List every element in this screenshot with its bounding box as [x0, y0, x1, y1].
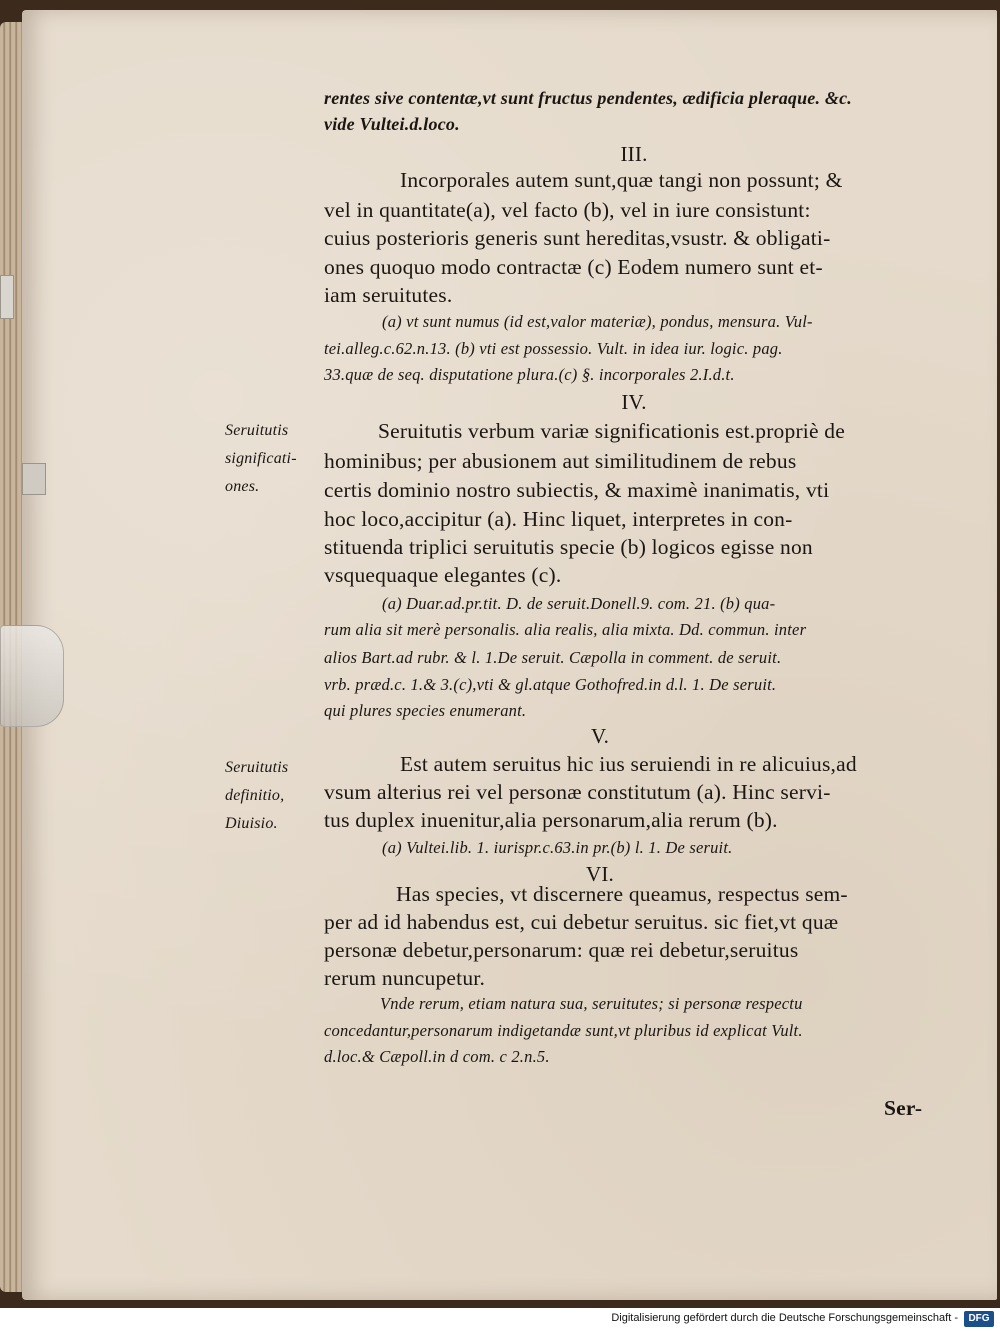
margin-note: Seruitutis [225, 759, 289, 776]
section-numeral: III. [620, 142, 648, 166]
footnote-line: 33.quæ de seq. disputatione plura.(c) §. incorporales 2.I.d.t. [324, 365, 735, 384]
footer-bar [0, 1308, 1000, 1331]
paragraph-line: vsum alterius rei vel personæ constitutum (a). Hinc servi- [324, 780, 831, 804]
margin-note: Seruitutis [225, 422, 289, 439]
margin-note: definitio, [225, 787, 285, 804]
margin-note: Diuisio. [225, 815, 278, 832]
footnote-line: qui plures species enumerant. [324, 701, 527, 720]
footnote-line: (a) Vultei.lib. 1. iurispr.c.63.in pr.(b) l. 1. De seruit. [382, 838, 733, 857]
footnote-line: (a) vt sunt numus (id est,valor materiæ), pondus, mensura. Vul- [382, 312, 813, 331]
footnote-line: tei.alleg.c.62.n.13. (b) vti est possessio. Vult. in idea iur. logic. pag. [324, 339, 783, 358]
top-line: rentes sive contentæ,vt sunt fructus pendentes, ædificia pleraque. &c. [324, 88, 852, 108]
funding-notice: Digitalisierung gefördert durch die Deutsche Forschungsgemeinschaft - [611, 1312, 958, 1324]
footnote-line: (a) Duar.ad.pr.tit. D. de seruit.Donell.9. com. 21. (b) qua- [382, 594, 776, 613]
footnote-line: concedantur,personarum indigetandæ sunt,vt pluribus id explicat Vult. [324, 1021, 803, 1040]
paragraph-line: cuius posterioris generis sunt hereditas,vsustr. & obligati- [324, 226, 831, 250]
footnote-line: alios Bart.ad rubr. & l. 1.De seruit. Cæpolla in comment. de seruit. [324, 648, 782, 667]
paragraph-line: Has species, vt discernere queamus, respectus sem- [396, 882, 848, 906]
paragraph-line: hoc loco,accipitur (a). Hinc liquet, interpretes in con- [324, 507, 793, 531]
bookmark-tab [22, 463, 46, 495]
top-line: vide Vultei.d.loco. [324, 114, 460, 134]
footnote-line: vrb. præd.c. 1.& 3.(c),vti & gl.atque Gothofred.in d.l. 1. De seruit. [324, 675, 777, 694]
paragraph-line: vel in quantitate(a), vel facto (b), vel in iure consistunt: [324, 198, 811, 222]
bookmark-tab [0, 275, 14, 319]
section-numeral: V. [590, 724, 610, 748]
footnote-line: Vnde rerum, etiam natura sua, seruitutes; si personæ respectu [380, 994, 803, 1013]
paragraph-line: Incorporales autem sunt,quæ tangi non possunt; & [400, 168, 843, 192]
paragraph-line: Est autem seruitus hic ius seruiendi in re alicuius,ad [400, 752, 857, 776]
paragraph-line: Seruitutis verbum variæ significationis est.propriè de [378, 419, 845, 443]
paragraph-line: rerum nuncupetur. [324, 966, 486, 990]
paragraph-line: certis dominio nostro subiectis, & maximè inanimatis, vti [324, 478, 830, 502]
paragraph-line: iam seruitutes. [324, 283, 453, 307]
margin-note: significati- [225, 450, 297, 467]
paragraph-line: personæ debetur,personarum: quæ rei debetur,seruitus [324, 938, 799, 962]
footnote-line: d.loc.& Cæpoll.in d com. c 2.n.5. [324, 1047, 550, 1066]
catchword: Ser- [884, 1096, 923, 1120]
paragraph-line: tus duplex inuenitur,alia personarum,alia rerum (b). [324, 808, 778, 832]
paragraph-line: stituenda triplici seruitutis specie (b) logicos egisse non [324, 535, 813, 559]
paragraph-line: hominibus; per abusionem aut similitudinem de rebus [324, 449, 797, 473]
dfg-logo: DFG [964, 1311, 994, 1327]
section-numeral: VI. [585, 862, 614, 886]
section-numeral: IV. [621, 390, 647, 414]
page-clip [0, 625, 64, 727]
footnote-line: rum alia sit merè personalis. alia realis, alia mixta. Dd. commun. inter [324, 620, 807, 639]
paragraph-line: ones quoquo modo contractæ (c) Eodem numero sunt et- [324, 255, 823, 279]
paragraph-line: vsquequaque elegantes (c). [324, 563, 562, 587]
margin-note: ones. [225, 478, 260, 495]
paragraph-line: per ad id habendus est, cui debetur seruitus. sic fiet,vt quæ [324, 910, 839, 934]
